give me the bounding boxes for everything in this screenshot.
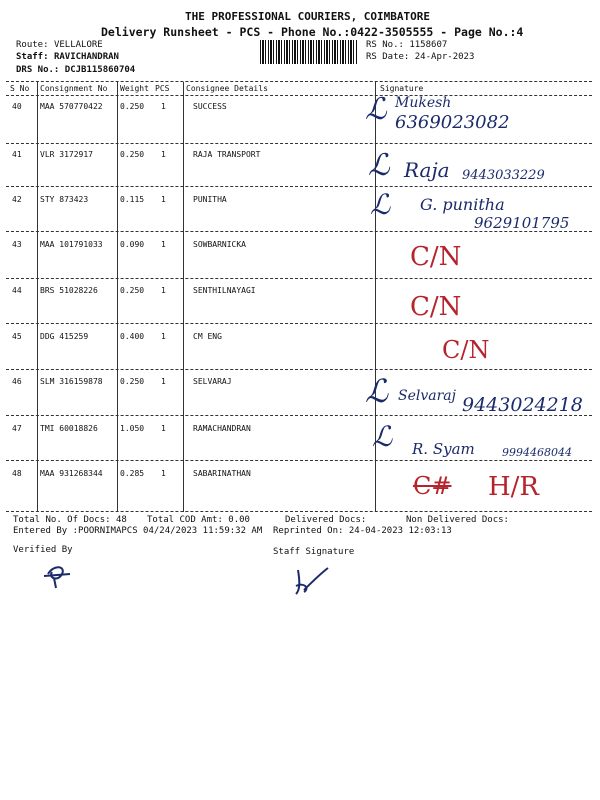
handwritten-phone: 9443024218 <box>462 394 583 416</box>
table-row: 41 VLR 3172917 0.250 1 RAJA TRANSPORT <box>12 150 261 159</box>
col-pcs: PCS <box>155 84 170 93</box>
handwritten-name: Selvaraj <box>398 388 456 404</box>
table-top-rule <box>6 81 592 82</box>
table-row: 48 MAA 931268344 0.285 1 SABARINATHAN <box>12 469 251 478</box>
signature-mark: ℒ <box>370 188 391 221</box>
staff-signature <box>292 560 332 600</box>
handwritten-phone: 9629101795 <box>474 214 570 232</box>
col-weight: Weight <box>120 84 149 93</box>
row-rule <box>6 460 592 461</box>
table-row: 42 STY 873423 0.115 1 PUNITHA <box>12 195 227 204</box>
col-consignment: Consignment No <box>40 84 108 93</box>
route-value: VELLALORE <box>53 40 103 50</box>
verifier-signature <box>40 560 80 590</box>
table-row: 43 MAA 101791033 0.090 1 SOWBARNICKA <box>12 240 246 249</box>
drs-label: DRS No.: <box>16 65 60 75</box>
col-signature: Signature <box>380 84 424 93</box>
handwritten-name: R. Syam <box>412 440 475 458</box>
barcode <box>260 40 358 64</box>
handwritten-name: Raja <box>404 158 450 182</box>
staff-signature-label: Staff Signature <box>273 547 355 557</box>
non-delivered-docs: Non Delivered Docs: <box>406 515 509 525</box>
col-consignee: Consignee Details <box>186 84 268 93</box>
total-cod: Total COD Amt: 0.00 <box>147 515 250 525</box>
row-rule <box>6 143 592 144</box>
row-rule <box>6 278 592 279</box>
handwritten-phone: 9443033229 <box>462 168 545 183</box>
row-rule <box>6 323 592 324</box>
col-sno: S No <box>10 84 30 93</box>
handwritten-phone: 9994468044 <box>502 446 572 459</box>
crossed-out-mark: C# <box>413 472 452 500</box>
row-rule <box>6 186 592 187</box>
staff-label: Staff: <box>16 52 49 62</box>
route-line <box>16 40 103 50</box>
rs-number: RS No.: 1158607 <box>366 40 448 50</box>
route-label: Route: <box>16 40 49 50</box>
signature-mark: ℒ <box>365 92 387 127</box>
company-name: THE PROFESSIONAL COURIERS, COIMBATORE <box>185 10 431 23</box>
delivered-docs: Delivered Docs: <box>285 515 367 525</box>
table-header <box>0 84 600 97</box>
total-docs: Total No. Of Docs: 48 <box>13 515 127 525</box>
runsheet-title: Delivery Runsheet - PCS - Phone No.:0422-3505555 - Page No.:4 <box>101 25 524 39</box>
handwritten-name: G. punitha <box>420 195 505 214</box>
table-bottom-rule <box>6 511 592 512</box>
signature-mark: ℒ <box>368 148 390 183</box>
table-row: 47 TMI 60018826 1.050 1 RAMACHANDRAN <box>12 424 251 433</box>
table-row: 44 BRS 51028226 0.250 1 SENTHILNAYAGI <box>12 286 256 295</box>
staff-value: RAVICHANDRAN <box>53 52 119 62</box>
drs-line <box>16 65 135 75</box>
table-row: 40 MAA 570770422 0.250 1 SUCCESS <box>12 102 227 111</box>
rs-date: RS Date: 24-Apr-2023 <box>366 52 475 62</box>
cn-mark: C/N <box>410 242 462 272</box>
table-row: 45 DDG 415259 0.400 1 CM ENG <box>12 332 222 341</box>
handwritten-name: Mukesh <box>395 95 452 111</box>
cn-mark: C/N <box>442 336 490 364</box>
signature-mark: ℒ <box>365 372 389 410</box>
cn-mark: C/N <box>410 292 462 322</box>
handwritten-phone: 6369023082 <box>395 112 510 133</box>
verified-by-label: Verified By <box>13 545 73 555</box>
drs-value: DCJB115860704 <box>64 65 136 75</box>
table-row: 46 SLM 316159878 0.250 1 SELVARAJ <box>12 377 232 386</box>
hr-mark: H/R <box>488 472 540 502</box>
row-rule <box>6 369 592 370</box>
staff-line <box>16 52 119 62</box>
signature-mark: ℒ <box>372 420 393 453</box>
entered-by: Entered By :POORNIMAPCS 04/24/2023 11:59:32 AM <box>13 526 263 536</box>
reprinted-on: Reprinted On: 24-04-2023 12:03:13 <box>273 526 452 536</box>
